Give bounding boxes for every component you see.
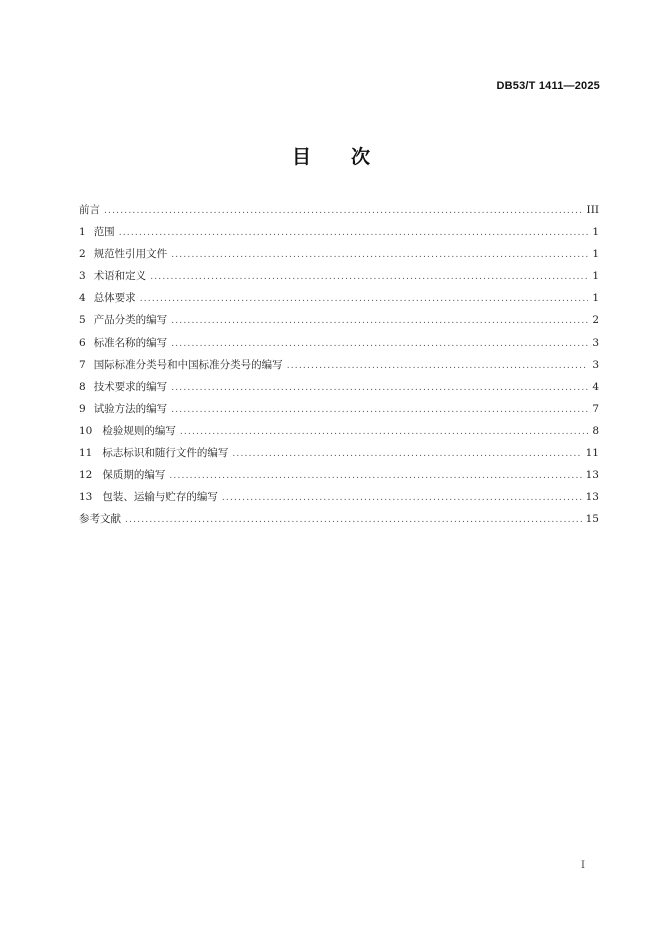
toc-entry-page: 1 (592, 292, 599, 305)
toc-entry-number: 5 (79, 314, 86, 327)
toc-entry-11[interactable] (79, 442, 599, 464)
toc-entry-page: III (586, 204, 599, 216)
toc-entry-8[interactable] (79, 376, 599, 398)
toc-entry-12[interactable] (79, 464, 599, 486)
toc-entry-2[interactable] (79, 243, 599, 265)
toc-entry-page: 11 (585, 447, 599, 460)
toc-leader-dots (180, 421, 588, 443)
toc-entry-page: 4 (592, 380, 599, 393)
toc-entry-label: 规范性引用文件 (93, 248, 168, 261)
toc-entry-label: 前言 (79, 204, 100, 216)
toc-entry-page: 1 (592, 226, 599, 239)
page-number: I (581, 860, 585, 871)
toc-entry-label: 包装、运输与贮存的编写 (102, 491, 218, 504)
toc-leader-dots (125, 509, 582, 531)
toc-leader-dots (287, 355, 589, 377)
toc-entry-label: 技术要求的编写 (93, 380, 168, 393)
toc-entry-label: 产品分类的编写 (93, 314, 168, 327)
toc-entry-number: 8 (79, 380, 86, 393)
toc-entry-page: 15 (585, 513, 599, 526)
toc-entry-7[interactable] (79, 354, 599, 376)
toc-entry-page: 1 (592, 270, 599, 283)
toc-entry-number: 3 (79, 270, 86, 283)
toc-entry-label: 参考文献 (79, 513, 121, 526)
toc-leader-dots (171, 399, 588, 421)
toc-entry-1[interactable] (79, 221, 599, 243)
toc-leader-dots (171, 333, 588, 355)
toc-entry-number: 1 (79, 226, 86, 239)
toc-entry-page: 13 (585, 491, 599, 504)
toc-entry-number: 9 (79, 402, 86, 415)
toc-entry-label: 国际标准分类号和中国标准分类号的编写 (93, 358, 283, 371)
toc-entry-label: 试验方法的编写 (93, 402, 168, 415)
toc-entry-number: 10 (79, 424, 93, 437)
title-char-1: 目 (291, 146, 311, 168)
toc-entry-label: 标志标识和随行文件的编写 (102, 447, 229, 460)
toc-entry-page: 3 (592, 336, 599, 349)
toc-entry-number: 11 (79, 447, 93, 460)
toc-entry-page: 13 (585, 469, 599, 482)
toc-leader-dots (104, 200, 583, 222)
toc-entry-page: 8 (592, 424, 599, 437)
toc-leader-dots (119, 222, 589, 244)
standard-code: DB53/T 1411—2025 (496, 80, 600, 92)
toc-entry-number: 2 (79, 248, 86, 261)
toc-entry-label: 检验规则的编写 (102, 424, 176, 437)
toc-entry-number: 6 (79, 336, 86, 349)
toc-entry-13[interactable] (79, 486, 599, 508)
title-char-2: 次 (351, 146, 371, 168)
toc-entry-label: 总体要求 (93, 292, 136, 305)
toc-leader-dots (171, 377, 588, 399)
toc-entry-6[interactable] (79, 332, 599, 354)
toc-entry-4[interactable] (79, 287, 599, 309)
toc-entry-page: 3 (592, 358, 599, 371)
toc-entry-page: 2 (592, 314, 599, 327)
toc-entry-label: 标准名称的编写 (93, 336, 168, 349)
toc-entry-foreword[interactable] (79, 199, 599, 221)
toc-entry-number: 12 (79, 469, 93, 482)
table-of-contents (79, 199, 599, 530)
toc-leader-dots (232, 443, 581, 465)
toc-leader-dots (169, 465, 581, 487)
toc-leader-dots (150, 266, 588, 288)
toc-leader-dots (140, 288, 589, 310)
toc-entry-label: 术语和定义 (93, 270, 147, 283)
toc-entry-3[interactable] (79, 265, 599, 287)
toc-leader-dots (171, 310, 588, 332)
page-title (0, 142, 662, 169)
toc-entry-10[interactable] (79, 420, 599, 442)
toc-entry-number: 4 (79, 292, 86, 305)
toc-entry-references[interactable] (79, 508, 599, 530)
toc-entry-9[interactable] (79, 398, 599, 420)
toc-entry-number: 13 (79, 491, 93, 504)
toc-entry-number: 7 (79, 358, 86, 371)
toc-entry-page: 1 (592, 248, 599, 261)
toc-entry-label: 范围 (93, 226, 115, 239)
toc-entry-label: 保质期的编写 (102, 469, 166, 482)
toc-entry-5[interactable] (79, 309, 599, 331)
toc-leader-dots (171, 244, 588, 266)
toc-entry-page: 7 (592, 402, 599, 415)
toc-leader-dots (222, 487, 582, 509)
